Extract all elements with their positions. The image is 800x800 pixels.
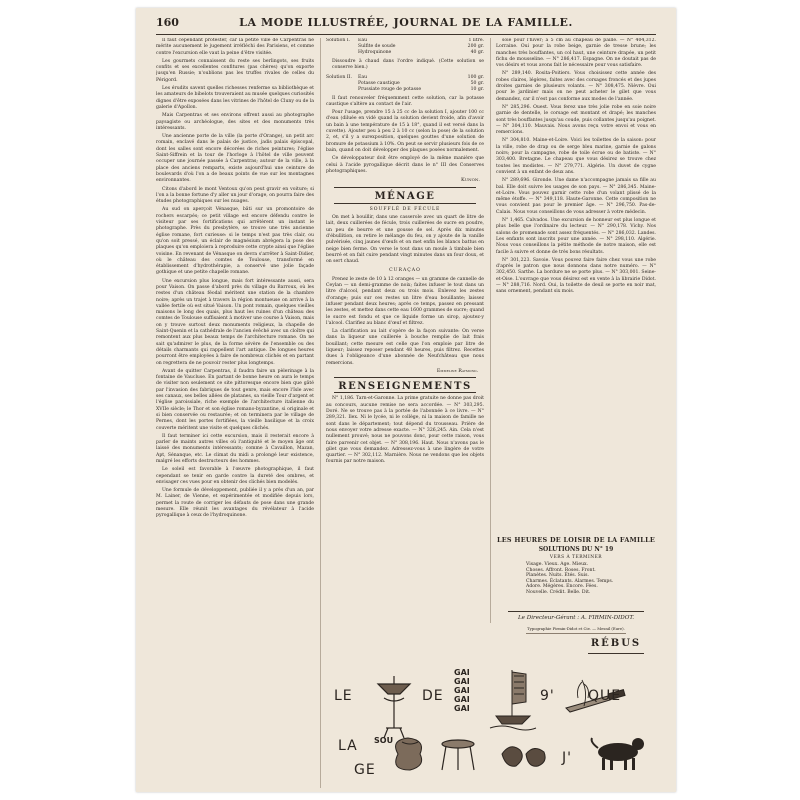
page-header [156, 16, 656, 32]
formula-item: Eau [358, 74, 368, 80]
paragraph: Les érudits savent quelles richesses renferme sa bibliothèque et les amateurs de bibelots trouveraient au musée quelques curiosités dignes d'être exposées dans les vitrines de l'hôtel de Cluny ou de la galerie d'Apollon. [156, 86, 314, 110]
rebus-text-le: LE [334, 688, 353, 704]
paragraph: Avant de quitter Carpentras, il faudra faire un pèlerinage à la fontaine de Vaucluse. En partant de bonne heure on aura le temps de visiter non seulement ce site pittoresque encore bien que gâté par l'invasion des fabriques de tout genre, mais encore l'Isle avec ses canaux, ses belles allées de platanes, sa vieille Tour d'argent et l'église paroissiale, riche exemple de l'architecture italienne du XVIIe siècle; le Thor et son église romano-byzantine, si originale et si bien conservée ou restaurée; et on terminera par le village de Pernes, dont les portes fortifiées, la vieille basilique et la croix couverte méritent une visite et quelques clichés. [156, 368, 314, 431]
rebus-gai: GAI [454, 704, 470, 713]
paragraph: Il faut renouveler fréquemment cette solution, car la potasse caustique s'altère au contact de l'air. [326, 95, 484, 107]
section-title-menage: MÉNAGE [374, 191, 436, 203]
heures-note: VERS À TERMINER [549, 555, 603, 560]
formula-qty: 100 gr. [467, 74, 484, 80]
paragraph: Il faut terminer ici cette excursion, mais il resterait encore à parler de maints autres villes où l'antiquité et le moyen âge ont laissé des monuments intéressants; comme à Cavaillon, Mazan, Apt, Sénanque, etc. Le climat du midi a prolongé leur existence, malgré les efforts destructeurs des hommes. [156, 433, 314, 464]
paragraph: Pour l'usage, prendre 15 à 25 cc de la solution I, ajouter 100 cc d'eau (diluée en vidé quand la solution devient froide, afin d'avoir un bain à une température de 15 à 18°, quand il est versé dans la cuvette). Ajouter peu à peu 2 à 10 cc (selon la pose) de la solution 2, et, s'il y a surexposition, quelques gouttes d'une solution de bromure de potassium à 10%. On peut se servir plusieurs fois de ce bain, quand on doit développer des plaques posées normalement. [326, 110, 484, 153]
formula-qty: 10 gr. [470, 86, 484, 92]
ship-icon [490, 670, 536, 730]
solution-line: Choses. Affront. Roses. Front. [526, 567, 596, 573]
solution-line: Visage. Vieux. Age. Mieux. [526, 562, 589, 567]
column-divider [320, 38, 321, 788]
formula-qty: 50 gr. [470, 80, 484, 86]
formula-qty: 200 gr. [467, 44, 484, 49]
formula-item: Sulfite de soude [358, 44, 396, 49]
rebus-puzzle [326, 658, 656, 784]
paragraph: Les gourmets connaissent du reste ses berlingots, ses fruits confits et ses excellentes confitures (pas chères) qu'on exporte jusqu'en Russie; n'oublions pas les truffes rivales de celles du Périgord. [156, 58, 314, 83]
solution-line: Charmes. Éclatants. Alarmes. Temps. [526, 578, 614, 584]
paragraph: N° 289,140. Rosita-Poitiers. Vous choisissez cette année des robes claires, légères, faites avec des corsages froncés et des jupes droites garnies de plusieurs volants. — N° 308,475. Nièvre. Oui pour le jardinier mais on ne peut acheter le gilet que vous demandez, car il n'est pas conforme aux modes de l'année. [496, 71, 656, 102]
renseignements-text: N° 1,186. Tarn-et-Garonne. La prime gratuite ne donne pas droit au concours, aucune remise ne sera accordée. — N° 303,295. Doré. Ne se trouve pas à la portée de l'abonnée à ce livre. — N° 289,321. Ilex. Ni le lycée, ni le collège, ni la maison de famille ne sont dans le département; tout dépend du trousseau. Prière de nous envoyer votre adresse exacte. — N° 326,245. Ain. Cela n'est nullement prouvé; nous ne pouvons donc, pour cette raison, vous faire parvenir cet objet. — N° 308,196. Haut. Nous n'avons pas le gilet que vous demandez. Adressez-vous à une lingère de votre quartier. — N° 302,112. Marnière. Nous ne vendons que les objets fournis par notre maison. [326, 396, 484, 465]
paragraph: N° 289,696. Gironde. Une dame n'accompagne jamais sa fille au bal. Elle doit suivre les usages de son pays. — N° 286,345. Maine-et-Loire. Vous pouvez garnir cette robe d'un volant plissé de la même étoffe. — N° 349,118. Haute-Garonne. Cette composition ne vous convient pas pour le premier âge. — N° 296,750. Pas-de-Calais. Nous vous conseillons de vous adresser à votre médecin. [496, 178, 656, 215]
section-rule [334, 187, 476, 188]
formula-solution-2 [326, 75, 484, 93]
heures-de-loisir [496, 536, 656, 600]
formula-label: Solution II. [326, 74, 352, 80]
rebus-gai: GAI [454, 686, 470, 695]
formula-qty: 40 gr. [470, 50, 484, 55]
formula-row [326, 87, 484, 93]
paragraph: soie pour l'hiver; à 5 cm au chapeau de paille. — N° 404,312. Lorraine. Oui pour la robe beige, garnie de tresse brune; les manches très bouffantes, un col haut, une ceinture drapée, un petit fichu de mousseline. — N° 286,417. Espagne. On ne doutait pas de vos désirs et vous avons fait le nécessaire pour vous satisfaire. [496, 38, 656, 69]
recipe-title-curacao: CURAÇAO [389, 268, 421, 274]
solution-line: Planètes. Nuits. Étés. Suis. [526, 573, 589, 579]
recipe-text: Prenez le zeste de 10 à 12 oranges — un gramme de cannelle de Ceylan — un demi-gramme de noix; faites infuser le tout dans un litre d'alcool, pendant deux ou trois mois. Enlevez les zestes d'orange; puis sur ces restes un litre d'eau bouillante; laissez infuser pendant deux heures; après ce temps, passez en pressant les zestes, et mettez dans cette eau 1600 grammes de sucre; quand le sucre est fondu et que ce liquide forme un sirop, ajoutez-y l'alcool. Clarifiez au blanc d'œuf et filtrez. [326, 276, 484, 326]
paragraph: Au sud on aperçoit Vénasque, bâti sur un promontoire de rochers escarpés; ce petit village est encore défendu contre le visiteur par ses fortifications qui arrêtèrent un instant le photographe. Près du presbytère, se trouve une très ancienne église romane, fort curieuse: si le temps n'est pas très clair, ou qu'on soit pressé, un éclair de magnésium abrègera la pose des plaques qu'on emploiera à reproduire cette crypte ainsi que l'église voisine. En revenant de Vénasque on devra s'arrêter à Saint-Didier, où le château des comtes de Toulouse, transformé en établissement d'hydrothérapie, a conservé une jolie façade gothique et une petite chapelle romane. [156, 207, 314, 276]
rebus-text-de: DE [422, 688, 444, 704]
section-title-renseignements: RENSEIGNEMENTS [338, 381, 472, 393]
paragraph: Il faut cependant protester, car la petite ville de Carpentras ne mérite aucunement le jugement irréfléchi des Parisiens, et comme contre l'excursion elle vaut la peine d'être visitée. [156, 38, 314, 56]
paragraph: N° 1,465. Calvados. Une excursion de honneur est plus longue et plus belle que l'ordinaire du lecteur. — N° 290,178. Vichy. Nos salons de promenade sont assez fréquentés. — N° 286,032. Landes. Les enfants sont inscrits pour une année. — N° 298,110. Algérie. Nous vous conseillons la pétite méthode de notre maison, elle est facile à suivre et donne de très bons résultats. [496, 218, 656, 255]
paragraph: Une excursion plus longue, mais fort intéressante aussi, sera pour Vaison. On passe d'abord près du village du Barroux, où les restes d'un château féodal méritent une station de la chambre noire; après un trajet à travers la région montueuse on arrive à la vallée fertile où est situé Vaison. Un pont romain, quelques vieilles maisons le long des quais, plus haut les ruines d'un château des comtes de Toulouse suffisaient à motiver une course à Vaison, mais on y trouve surtout deux monuments religieux, la chapelle de Saint-Quenin et la cathédrale de l'ancien évêché avec un cloître qui remontent aux plus beaux temps de l'architecture romane. On ne sait qu'admirer le plus, de la forme sévère de l'ensemble ou des détails charmants qui rappellent l'art antique. De longues heures pourront être employées à faire de nombreux clichés et en partant on regrettera de ne pouvoir rester plus longtemps. [156, 278, 314, 366]
rebus-gai: GAI [454, 668, 470, 677]
sack-icon [396, 738, 422, 770]
rebus-text-que: QUE [588, 688, 622, 704]
recipe-author: Emmeline Raymond. [436, 368, 478, 374]
paragraph: Citons d'abord le mont Ventoux qu'on peut gravir en voiture; si l'on a la bonne fortune d'y aller un jour d'orage, on pourra faire des études photographiques sur les nuages. [156, 186, 314, 205]
formula-item: Hydroquinone [358, 50, 392, 55]
section-rule [334, 377, 476, 378]
paragraph: N° 285,296. Ouest. Vous ferez une très jolie robe en soie noire garnie de dentelle, le corsage est montant et drapé; les manches sont très bouffantes jusqu'au coude, puis collantes jusqu'au poignet. — N° 304,110. Mauvais. Nous avons reçu votre envoi et vous en remercions. [496, 104, 656, 136]
candelabra-icon [378, 676, 410, 738]
rebus-title-rule [588, 653, 644, 654]
heures-title: LES HEURES DE LOISIR DE LA FAMILLE [496, 536, 656, 544]
formula-qty: 1 litre. [468, 38, 484, 43]
column-left [156, 38, 314, 788]
paragraph: Mais Carpentras et ses environs offrent aussi au photographe paysagiste ou archéologue, des sites et des monuments très intéressants. [156, 113, 314, 131]
rebus-gai-stack [454, 668, 470, 713]
paragraph: N° 301,223. Savoie. Vous pouvez faire faire chez vous une robe d'après le patron que nous donnons dans notre numéro. — N° 302,450. Sarthe. La bordure ne se porte plus. — N° 303,001. Seine-et-Oise. L'ouvrage que vous désirez est en vente à la librairie Didot. — N° 288,716. Nord. Oui, la toilette de deuil se porte en noir mat, sans ornement, pendant six mois. [496, 257, 656, 295]
formula-label: Solution I. [326, 38, 351, 43]
section-rule [334, 203, 476, 204]
column-middle [326, 38, 484, 623]
formula-row [326, 50, 484, 56]
formula-label [326, 87, 358, 93]
paragraph: N° 304,810. Maine-et-Loire. Voici les toilettes de la saison: pour la ville, robe de drap ou de serge bleu marine, garnie de galons noirs; pour la campagne, robe de toile écrue ou de batiste. — N° 303,400. Bretagne. Le chapeau que vous désirez se trouve chez toutes les modistes. — N° 279,771. Algérie. Un duvet de cygne convient à un enfant de deux ans. [496, 138, 656, 175]
rebus-gai: GAI [454, 677, 470, 686]
formula-label [326, 50, 358, 56]
footer-rule [508, 611, 644, 612]
rebus-text-ge: GE [354, 762, 376, 778]
header-rule [156, 34, 656, 35]
recipe-title-souffle: SOUFFLÉ DE FÉCULE [369, 206, 441, 212]
column-right [496, 38, 656, 543]
solution-line: Adore. Mégères. Encore. Fées. [526, 584, 598, 590]
rebus-text-la: LA [338, 738, 358, 754]
stool-icon [442, 740, 474, 770]
rebus-text-sou: SOU [374, 736, 394, 745]
formula-note: Dissoudre à chaud dans l'ordre indiqué. (Cette solution se conserve bien.) [332, 59, 484, 71]
journal-page [136, 8, 676, 792]
rebus-text-nine: 9' [540, 688, 555, 704]
dog-icon [592, 738, 644, 770]
paragraph: Une ancienne porte de la ville (la porte d'Orange), un petit arc romain, enclavé dans le palais de justice, jadis palais épiscopal, dont les salles sont encore décorées de riches peintures; l'église Saint-Siffrein et la tour de l'horloge à l'hôtel de ville peuvent occuper une journée passée à Carpentras; autour de la ville, à la place des anciens remparts, existe aujourd'hui une ceinture de boulevards d'où l'on a de beaux points de vue sur les montagnes environnantes. [156, 134, 314, 184]
formula-solution-1 [326, 38, 484, 56]
footer-rule [526, 633, 626, 634]
paragraph: Une formule de développement, publiée il y a près d'un an, par M. Lainer, de Vienne, et expérimentée et modifiée depuis lors, permet la route de corriger les défauts de pose dans une grande mesure. Elle réunit les avantages du révélateur à l'acide pyrogallique à ceux de l'hydroquinone. [156, 488, 314, 519]
paragraph: Le soleil est favorable à l'œuvre photographique, il faut cependant se tenir en garde contre la dureté des ombres, et envisager ces vues pour en obtenir des clichés bien modelés. [156, 467, 314, 485]
gloves-icon [502, 747, 545, 766]
recipe-text: La clarification au lait s'opère de la façon suivante: On verse dans la liqueur une cuillerée à bouche remplie de lait frais bouillant; cette mesure est celle que l'on emploie par litre de liqueur; laissez reposer pendant 48 heures, puis filtrez. Recettes dues à l'obligeance d'une abonnée de Neufchâteau que nous remercions. [326, 329, 484, 366]
formula-item: Prussiate rouge de potasse [358, 86, 422, 92]
typography-credit: Typographie Firmin-Didot et Cie. — Mesnil (Eure). [527, 626, 625, 631]
article-signature: Kunon. [461, 177, 480, 184]
section-rule [334, 392, 476, 393]
directeur-gerant: Le Directeur-Gérant : A. FIRMIN-DIDOT. [517, 615, 635, 621]
page-number: 160 [156, 16, 179, 29]
running-title: LA MODE ILLUSTRÉE, JOURNAL DE LA FAMILLE. [239, 16, 573, 29]
rebus-text-j: J' [562, 750, 572, 766]
rebus-gai: GAI [454, 695, 470, 704]
formula-item: Eau [358, 38, 368, 43]
heures-subtitle: SOLUTIONS DU N° 19 [538, 546, 614, 553]
recipe-text: On met à bouillir, dans une casserole avec un quart de litre de lait, deux cuillerées de fécule, trois cuillerées de sucre en poudre, un peu de beurre et une gousse de sel. Après dix minutes d'ébullition, on retire le mélange du feu, on y ajoute de la vanille pulvérisée, cinq jaunes d'œufs et on met enfin les blancs battus en neige bien ferme. On verse le tout dans un moule à timbale bien beurré et on fait cuire pendant vingt minutes dans un four doux, et on sert chaud. [326, 215, 484, 265]
formula-item: Potasse caustique [358, 80, 400, 86]
solution-line: Nouvelle. Crédit. Belle. Dit. [526, 589, 591, 595]
column-divider [490, 38, 491, 623]
rebus-title: RÉBUS [590, 638, 642, 649]
paragraph: Ce développateur doit être employé de la même manière que celui à l'acide pyrogallique décrit dans le n° III des Conserves photographiques. [326, 156, 484, 174]
